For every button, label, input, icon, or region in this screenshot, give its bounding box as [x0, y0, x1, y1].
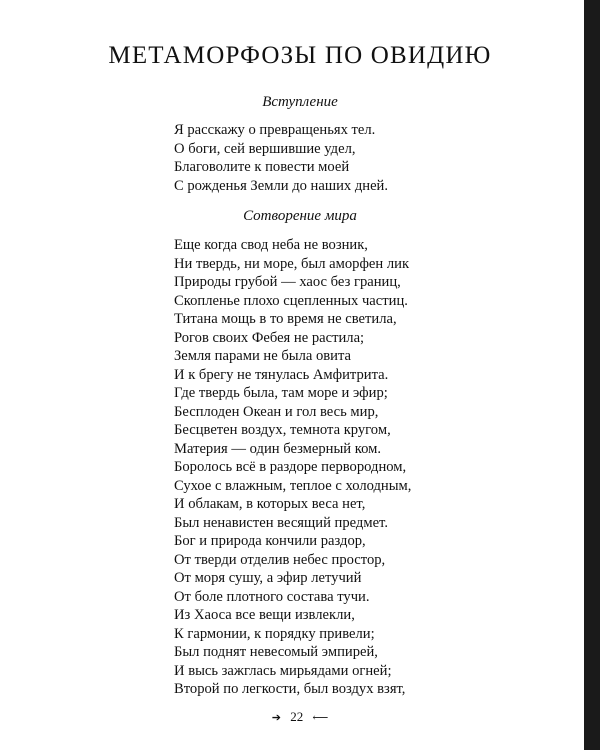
verse-line: Ни твердь, ни море, был аморфен лик	[174, 255, 410, 272]
verse-line: Я расскажу о превращеньях тел.	[174, 122, 376, 138]
verse-line: К гармонии, к порядку привели;	[174, 625, 375, 642]
verse-line: Бог и природа кончили раздор,	[174, 533, 366, 549]
verse-line: От моря сушу, а эфир летучий	[174, 570, 362, 586]
verse-line: Сухое с влажным, теплое с холодным,	[174, 477, 412, 494]
verse-line: Земля парами не была овита	[174, 348, 352, 364]
verse-line: Из Хаоса все вещи извлекли,	[174, 607, 355, 623]
verse-line: Рогов своих Фебея не растила;	[174, 329, 365, 346]
verse-line: От тверди отделив небес простор,	[174, 551, 386, 568]
verse-line: Материя — один безмерный ком.	[174, 440, 381, 457]
verse-line: И высь зажглась мирьядами огней;	[174, 662, 392, 679]
verse-line: Второй по легкости, был воздух взят,	[174, 681, 406, 697]
verse-line: Титана мощь в то время не светила,	[174, 311, 397, 327]
verse-line: О боги, сей вершившие удел,	[174, 140, 356, 157]
page-number: 22	[290, 709, 304, 724]
arrow-left-icon: ⟵	[312, 712, 329, 724]
verse-line: Природы грубой — хаос без границ,	[174, 274, 401, 290]
section-heading-introduction: Вступление	[262, 94, 338, 110]
verse-line: Скопленье плохо сцепленных частиц.	[174, 292, 408, 309]
page-footer	[0, 709, 600, 725]
verse-line: И к брегу не тянулась Амфитрита.	[174, 366, 389, 383]
verse-line: Благоволите к повести моей	[174, 159, 350, 175]
verse-line: Где твердь была, там море и эфир;	[174, 385, 388, 401]
verse-line: Бесплоден Океан и гол весь мир,	[174, 403, 379, 420]
introduction-stanza	[174, 121, 388, 195]
page-title: МЕТАМОРФОЗЫ ПО ОВИДИЮ	[108, 42, 492, 69]
verse-line: С рожденья Земли до наших дней.	[174, 177, 389, 194]
verse-line: Был поднят невесомый эмпирей,	[174, 644, 378, 660]
section-heading-creation: Сотворение мира	[243, 208, 357, 224]
verse-line: Боролось всё в раздоре первородном,	[174, 459, 407, 475]
arrow-right-icon: ➔	[271, 712, 281, 724]
verse-line: От боле плотного состава тучи.	[174, 588, 370, 605]
page-edge	[584, 0, 600, 750]
creation-stanza	[174, 236, 411, 699]
verse-line: Бесцветен воздух, темнота кругом,	[174, 422, 391, 438]
verse-line: Еще когда свод неба не возник,	[174, 237, 368, 253]
verse-line: Был ненавистен весящий предмет.	[174, 514, 388, 531]
verse-line: И облакам, в которых веса нет,	[174, 496, 366, 512]
